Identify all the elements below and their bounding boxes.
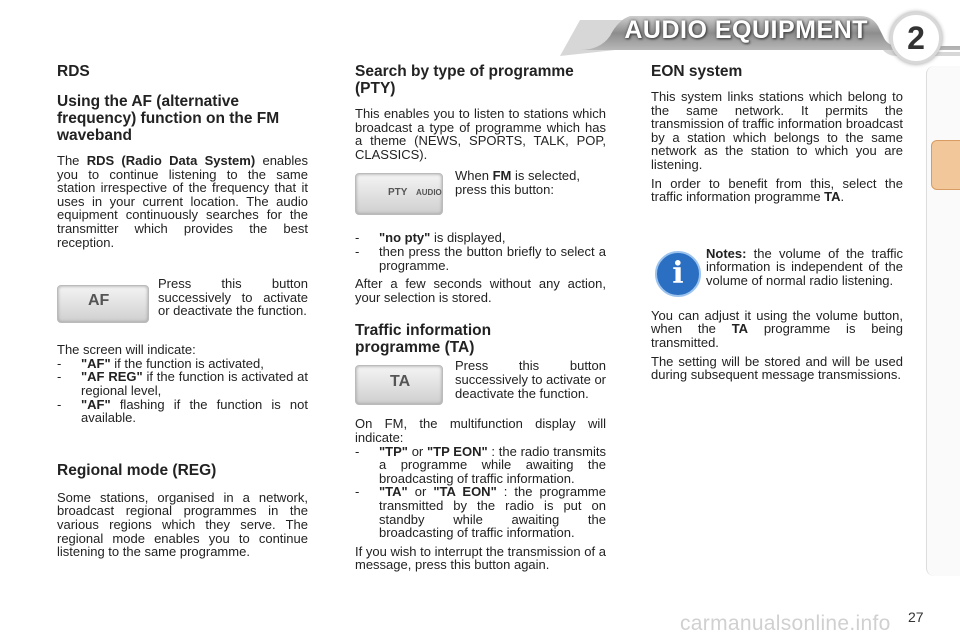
fm-indicate: On FM, the multifunction display will indicate: — [355, 416, 606, 445]
pty-button-row — [355, 169, 606, 229]
when-fm-text: When FM is selected, press this button: — [455, 168, 581, 197]
rds-intro-rest: enables you to continue listening to the same station irrespective of the frequency that it uses in your current location. The audio equipment continuously searches for the transmitter which provides the best reception. — [57, 153, 309, 250]
eon-text: This system links stations which belong to the same network. It permits the transmission of traffic information broadcast by a station which belongs to the same network as the station to which you are listening. — [651, 89, 903, 172]
watermark: carmanualsonline.info — [680, 612, 891, 635]
list-item: - then press the button briefly to select a programme. — [355, 243, 606, 273]
ta-press-text: Press this button successively to activate or deactivate the function. — [455, 358, 607, 401]
notes-text: Notes: the volume of the traffic information is independent of the volume of normal radio listening. — [706, 245, 903, 288]
chapter-tabs — [926, 66, 960, 576]
interrupt-text: If you wish to interrupt the transmission of a message, press this button again. — [355, 543, 606, 573]
af-button-image — [57, 285, 149, 323]
reg-text: Some stations, organised in a network, broadcast regional programmes in the various regions which they serve. The regional mode enables you to continue listening to the same programme. — [57, 489, 308, 560]
stored-text: The setting will be stored and will be used during subsequent message transmissions. — [651, 353, 903, 383]
ta-button-row — [355, 359, 606, 415]
page-header — [560, 6, 960, 62]
pty-button-image — [355, 173, 443, 215]
column-right — [651, 60, 903, 382]
rds-heading: RDS — [57, 63, 90, 80]
info-icon: i — [655, 251, 701, 297]
after-text: After a few seconds without any action, your selection is stored. — [355, 276, 606, 305]
column-middle — [355, 60, 606, 572]
ta-button-label: TA — [390, 373, 411, 391]
list-item: - "TA" or "TA EON" : the programme transmitted by the radio is put on standby while awaiting the broadcasting of traffic information. — [355, 484, 606, 541]
rds-intro-prefix: The — [57, 153, 87, 168]
pty-text: This enables you to listen to stations which broadcast a type of programme which has a theme (NEWS, SPORTS, TALK, POP, CLASSICS). — [355, 106, 606, 162]
eon-heading: EON system — [651, 63, 743, 80]
notes-row — [651, 247, 903, 305]
af-button-row — [57, 277, 308, 333]
rds-intro-bold: RDS (Radio Data System) — [86, 153, 256, 168]
audio-button-label: AUDIO — [416, 188, 442, 198]
chapter-number: 2 — [890, 12, 942, 64]
list-item: - "AF" if the function is activated, — [57, 355, 264, 371]
af-list — [57, 357, 308, 425]
adjust-text: You can adjust it using the volume button, when the TA programme is being transmitted. — [651, 307, 904, 350]
list-item: - "AF REG" if the function is activated at regional level, — [57, 369, 308, 398]
list-item: - "no pty" is displayed, — [355, 230, 506, 246]
ta-heading: Traffic information programme (TA) — [355, 322, 492, 357]
af-press-text: Press this button successively to activate or deactivate the function. — [158, 276, 308, 319]
ta-list — [355, 445, 606, 540]
af-button-label: AF — [88, 292, 110, 310]
page-number: 27 — [908, 609, 924, 625]
pty-heading: Search by type of programme (PTY) — [355, 63, 574, 97]
page-title: AUDIO EQUIPMENT — [624, 16, 868, 44]
pty-list — [355, 231, 606, 272]
screen-indicate: The screen will indicate: — [57, 342, 196, 358]
pty-button-label: PTY — [388, 187, 408, 199]
chapter-tab-active[interactable] — [931, 140, 960, 190]
column-left — [57, 60, 308, 559]
list-item: - "AF" flashing if the function is not available. — [57, 396, 308, 426]
list-item: - "TP" or "TP EON" : the radio transmits a programme while awaiting the broadcasting of traffic information. — [355, 443, 606, 486]
ta-button-image — [355, 365, 443, 405]
reg-heading: Regional mode (REG) — [57, 461, 217, 479]
af-heading: Using the AF (alternative frequency) function on the FM waveband — [57, 93, 280, 144]
benefit-text: In order to benefit from this, select the traffic information programme TA. — [651, 175, 903, 205]
rds-intro — [57, 154, 308, 249]
